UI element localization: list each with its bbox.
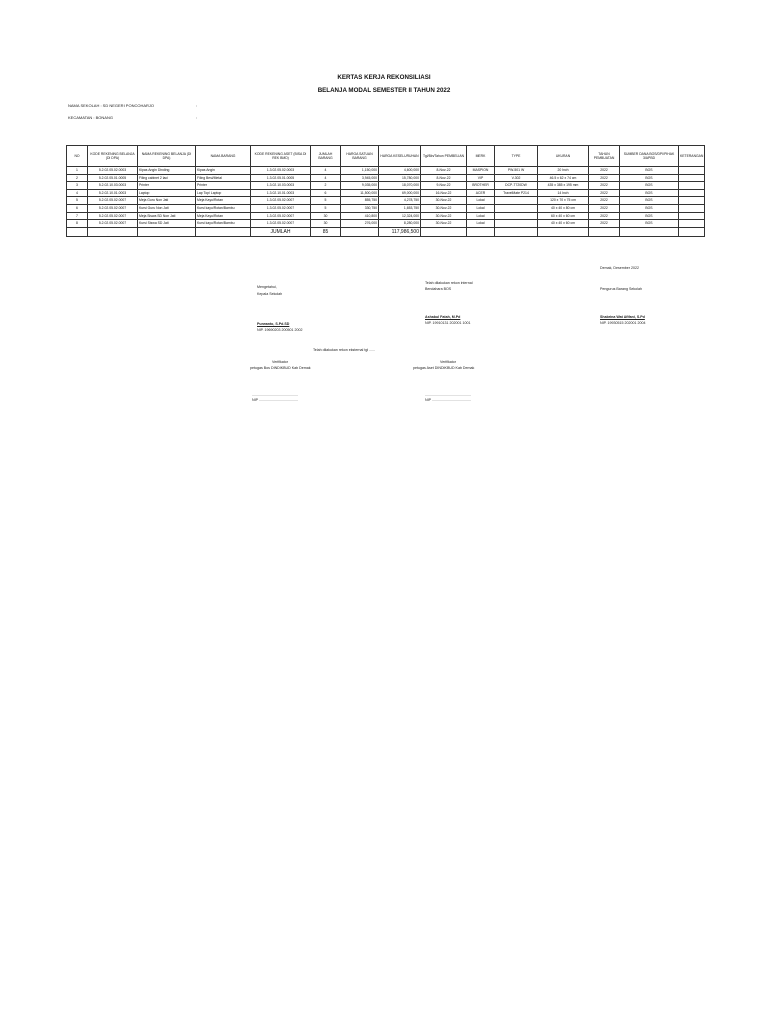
table-cell: PW-501 W xyxy=(495,167,538,175)
table-row xyxy=(67,197,705,205)
table-cell: 1.3.02.10.03.0003 xyxy=(251,182,311,190)
table-cell: 2022 xyxy=(589,167,620,175)
table-cell: 5 xyxy=(311,197,341,205)
table-cell: DCP-T720DW xyxy=(495,182,538,190)
table-cell: 4,278,750 xyxy=(379,197,421,205)
table-cell: 9-Nov-22 xyxy=(421,182,467,190)
district-colon: : xyxy=(196,115,198,120)
table-cell: 15,780,000 xyxy=(379,174,421,182)
table-cell: 8,280,000 xyxy=(379,220,421,228)
table-cell: 1,653,750 xyxy=(379,204,421,212)
school-name-line: NAMA SEKOLAH : SD NEGERI PONCOHARJO xyxy=(68,103,155,108)
table-row xyxy=(67,182,705,190)
column-header: KETERANGAN xyxy=(679,146,705,167)
table-cell: 4 xyxy=(311,174,341,182)
table-cell xyxy=(495,204,538,212)
table-cell: Meja Siswa SD Non Jati xyxy=(138,212,196,220)
table-cell: 30-Nov-22 xyxy=(421,204,467,212)
table-cell: 46.5 x 62 x 74 cm xyxy=(538,174,589,182)
table-cell: 16-Nov-22 xyxy=(421,189,467,197)
table-cell: 18,070,000 xyxy=(379,182,421,190)
table-cell: 1.3.02.05.02.0007 xyxy=(251,204,311,212)
table-cell xyxy=(679,182,705,190)
document-subtitle: BELANJA MODAL SEMESTER II TAHUN 2022 xyxy=(317,87,451,94)
verifikator-bos-signature-line: .............................................. xyxy=(252,393,298,397)
verifikator-bos-nip: NIP ....................................... xyxy=(252,398,298,402)
table-cell: 2 xyxy=(67,174,88,182)
column-header: HARGA SATUAN BARANG xyxy=(341,146,379,167)
column-header: KODE REKENING BELANJA (DI DPA) xyxy=(88,146,138,167)
table-cell: 1.3.02.05.01.0005 xyxy=(251,174,311,182)
table-cell: 4 xyxy=(311,167,341,175)
acknowledged-label: Mengetahui, xyxy=(257,285,277,289)
table-cell: 1.3.02.05.02.0007 xyxy=(251,220,311,228)
district-line: KECAMATAN : BONANG xyxy=(68,115,113,120)
table-cell: 60 x 40 x 60 cm xyxy=(538,212,589,220)
table-cell: 2022 xyxy=(589,204,620,212)
table-cell: 5.2.02.05.02.0003 xyxy=(88,167,138,175)
table-cell: 30-Nov-22 xyxy=(421,212,467,220)
table-cell: 2022 xyxy=(589,220,620,228)
table-cell: 5 xyxy=(67,197,88,205)
column-header: UKURAN xyxy=(538,146,589,167)
table-cell: 7 xyxy=(67,212,88,220)
table-cell: VIP xyxy=(467,174,495,182)
table-cell: 1,150,000 xyxy=(341,167,379,175)
table-cell: 5 xyxy=(311,204,341,212)
total-amount: 117,986,500 xyxy=(379,227,421,236)
table-cell: 1 xyxy=(67,167,88,175)
column-header: Tgl/Bln/Tahun PEMBELIAN xyxy=(421,146,467,167)
table-cell: BOS xyxy=(620,204,679,212)
table-cell: Printer xyxy=(138,182,196,190)
table-cell: Filing Besi/Metal xyxy=(196,174,251,182)
table-cell xyxy=(495,212,538,220)
table-row xyxy=(67,220,705,228)
table-cell: Meja Kayu/Rotan xyxy=(196,197,251,205)
table-cell: 1.3.02.05.02.0007 xyxy=(251,212,311,220)
table-cell: 30-Nov-22 xyxy=(421,197,467,205)
table-cell: TravelMate P214 xyxy=(495,189,538,197)
table-cell: Lokal xyxy=(467,212,495,220)
table-cell: 5.2.02.05.02.0007 xyxy=(88,212,138,220)
column-header: HARGA KESELURUHAN xyxy=(379,146,421,167)
table-cell: 2022 xyxy=(589,197,620,205)
column-header: NO xyxy=(67,146,88,167)
table-cell: BOS xyxy=(620,212,679,220)
column-header: SUMBER DANA BOS/DPI/PIHAK 3/APBD xyxy=(620,146,679,167)
table-cell: Kursi kayu/Rotan/Bambu xyxy=(196,220,251,228)
table-cell: 8-Nov-22 xyxy=(421,174,467,182)
kepala-nip: NIP. 19690203 200501 2002 xyxy=(257,328,303,332)
table-cell: 40 x 40 x 60 cm xyxy=(538,220,589,228)
column-header: NAMA REKENING BELANJA (DI DPA) xyxy=(138,146,196,167)
table-cell: Meja Guru Non Jati xyxy=(138,197,196,205)
table-cell: 14 Inch xyxy=(538,189,589,197)
document-title: KERTAS KERJA REKONSILIASI xyxy=(337,74,431,81)
table-cell: Lokal xyxy=(467,204,495,212)
table-cell xyxy=(679,212,705,220)
table-cell: MASPION xyxy=(467,167,495,175)
table-cell: 5.2.02.05.02.0007 xyxy=(88,197,138,205)
column-header: NAMA BARANG xyxy=(196,146,251,167)
table-cell: 2022 xyxy=(589,174,620,182)
table-cell: Filing cabinet 2 laci xyxy=(138,174,196,182)
table-cell: Lap Top/ Laptop xyxy=(196,189,251,197)
table-cell: 9,035,000 xyxy=(341,182,379,190)
bendahara-nip: NIP. 19910131 202001 1001 xyxy=(425,321,471,325)
column-header: JUMLAH BARANG xyxy=(311,146,341,167)
table-cell: 6 xyxy=(311,189,341,197)
table-cell: 4,600,000 xyxy=(379,167,421,175)
table-cell: 40 x 40 x 80 cm xyxy=(538,204,589,212)
table-cell: Kursi Guru Non Jati xyxy=(138,204,196,212)
table-cell: Kursi kayu/Rotan/Bambu xyxy=(196,204,251,212)
table-row xyxy=(67,189,705,197)
verifikator-aset-nip: NIP ....................................... xyxy=(425,398,471,402)
reconciliation-table xyxy=(66,145,705,237)
table-cell: 2022 xyxy=(589,182,620,190)
table-cell xyxy=(495,220,538,228)
table-cell: Kursi Siswa SD Jati xyxy=(138,220,196,228)
table-cell: 276,000 xyxy=(341,220,379,228)
table-cell: 6 xyxy=(67,204,88,212)
table-cell: ACER xyxy=(467,189,495,197)
table-cell: 20 Inch xyxy=(538,167,589,175)
table-cell: 855,750 xyxy=(341,197,379,205)
total-row xyxy=(67,227,705,236)
table-cell: 2 xyxy=(311,182,341,190)
table-cell: 410,800 xyxy=(341,212,379,220)
table-cell: 2022 xyxy=(589,212,620,220)
table-cell: 1.3.02.05.02.0003 xyxy=(251,167,311,175)
table-cell: 1.3.02.05.02.0007 xyxy=(251,197,311,205)
total-quantity: 85 xyxy=(311,227,341,236)
kepala-title: Kepala Sekolah xyxy=(257,292,283,296)
bendahara-name: Ashabul Fatah, M.Pd xyxy=(425,315,461,319)
pengurus-name: Shabrina Wat Afifani, S.Pd xyxy=(600,315,645,319)
table-row xyxy=(67,212,705,220)
table-cell: 3,945,000 xyxy=(341,174,379,182)
verifikator-bos-title: Verifikator xyxy=(272,360,288,364)
table-cell: BOS xyxy=(620,174,679,182)
table-cell xyxy=(679,197,705,205)
table-cell: Printer xyxy=(196,182,251,190)
table-cell: 5.2.02.05.01.0005 xyxy=(88,174,138,182)
verifikator-aset-signature-line: .............................................. xyxy=(425,393,471,397)
column-header: KODE REKENING ASET (BISA DI REK BMD) xyxy=(251,146,311,167)
table-row xyxy=(67,204,705,212)
table-cell: BOS xyxy=(620,182,679,190)
table-cell: 5.2.02.05.02.0007 xyxy=(88,220,138,228)
table-cell: 11,500,000 xyxy=(341,189,379,197)
table-cell: BOS xyxy=(620,189,679,197)
verifikator-aset-subtitle: petugas Aset DINDIKBUD Kab Demak xyxy=(413,366,475,370)
table-cell: BOS xyxy=(620,197,679,205)
table-cell: BROTHER xyxy=(467,182,495,190)
table-cell: 435 x 385 x 195 mm xyxy=(538,182,589,190)
table-cell xyxy=(679,174,705,182)
column-header: MERK xyxy=(467,146,495,167)
pengurus-title: Pengurus Barang Sekolah xyxy=(600,287,642,291)
table-cell xyxy=(495,197,538,205)
table-cell: 8 xyxy=(67,220,88,228)
table-cell: 30 xyxy=(311,220,341,228)
table-cell: 3 xyxy=(67,182,88,190)
table-cell xyxy=(679,204,705,212)
table-cell: Lokal xyxy=(467,197,495,205)
school-colon: : xyxy=(196,103,198,108)
table-cell: 8-Nov-22 xyxy=(421,167,467,175)
table-cell: 12,324,000 xyxy=(379,212,421,220)
total-label: JUMLAH xyxy=(251,227,311,236)
internal-reconciliation-note: Telah dilakukan rekon internal xyxy=(425,281,473,285)
table-cell: 2022 xyxy=(589,189,620,197)
place-date: Demak, Desember 2022 xyxy=(600,266,639,270)
table-cell: Lokal xyxy=(467,220,495,228)
table-row xyxy=(67,167,705,175)
external-reconciliation-note: Telah dilakukan rekon eksternal tgl ...... xyxy=(313,348,376,352)
table-cell: BOS xyxy=(620,220,679,228)
table-cell: 5.2.02.10.01.0003 xyxy=(88,189,138,197)
table-cell xyxy=(679,220,705,228)
table-cell: Meja Kayu/Rotan xyxy=(196,212,251,220)
table-cell: Kipas Angin xyxy=(196,167,251,175)
pengurus-nip: NIP. 19930515 202001 2004 xyxy=(600,321,646,325)
table-cell: 5.2.02.10.03.0003 xyxy=(88,182,138,190)
verifikator-aset-title: Verifikator xyxy=(440,360,456,364)
table-cell xyxy=(679,167,705,175)
table-cell: 120 x 70 x 75 cm xyxy=(538,197,589,205)
table-header-row xyxy=(67,146,705,167)
table-row xyxy=(67,174,705,182)
table-cell: 30-Nov-22 xyxy=(421,220,467,228)
table-cell: Kipas Angin Dinding xyxy=(138,167,196,175)
column-header: TAHUN PEMBUATAN xyxy=(589,146,620,167)
table-cell: 30 xyxy=(311,212,341,220)
table-cell: 1.3.02.10.01.0003 xyxy=(251,189,311,197)
table-cell xyxy=(679,189,705,197)
table-cell: 330,750 xyxy=(341,204,379,212)
table-cell: 5.2.02.05.02.0007 xyxy=(88,204,138,212)
kepala-name: Purwanto, S.Pd.SD xyxy=(257,322,290,326)
column-header: TYPE xyxy=(495,146,538,167)
table-cell: 4 xyxy=(67,189,88,197)
table-cell: 69,000,000 xyxy=(379,189,421,197)
table-cell: BOS xyxy=(620,167,679,175)
verifikator-bos-subtitle: petugas Bos DINDIKBUD Kab Demak xyxy=(250,366,311,370)
table-cell: Laptop xyxy=(138,189,196,197)
table-cell: V-302 xyxy=(495,174,538,182)
bendahara-title: Bendahara BOS xyxy=(425,287,452,291)
